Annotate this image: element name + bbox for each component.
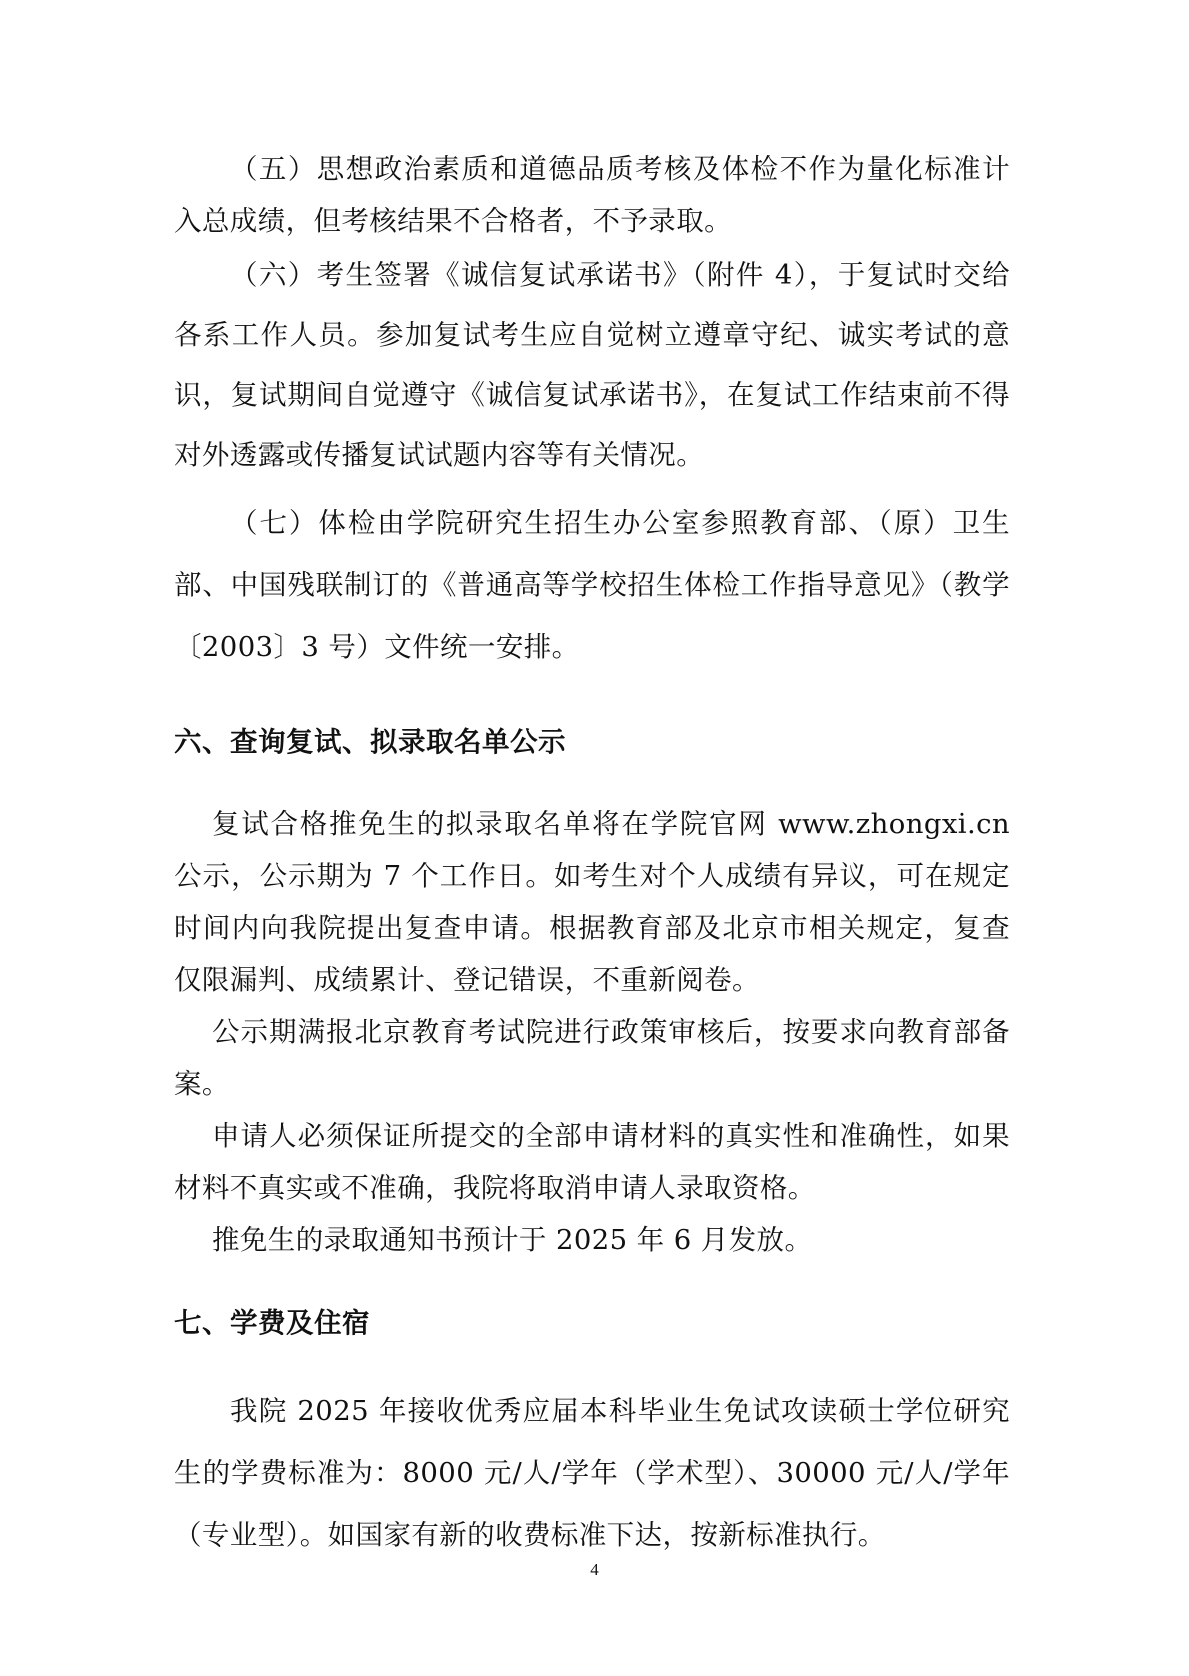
paragraph-item-6: （六）考生签署《诚信复试承诺书》（附件 4），于复试时交给各系工作人员。参加复试考生应自觉树立遵章守纪、诚实考试的意识，复试期间自觉遵守《诚信复试承诺书》，在复试工作结束前不得对外透露或传播复试试题内容等有关情况。 bbox=[174, 259, 1010, 471]
page-number: 4 bbox=[590, 1560, 599, 1579]
section-heading-6: 六、查询复试、拟录取名单公示 bbox=[174, 726, 566, 758]
paragraph-admission-notice: 推免生的录取通知书预计于 2025 年 6 月发放。 bbox=[212, 1224, 813, 1256]
paragraph-authenticity: 申请人必须保证所提交的全部申请材料的真实性和准确性，如果材料不真实或不准确，我院将取消申请人录取资格。 bbox=[174, 1120, 1010, 1204]
paragraph-item-7: （七）体检由学院研究生招生办公室参照教育部、（原）卫生部、中国残联制订的《普通高等学校招生体检工作指导意见》（教学〔2003〕3 号）文件统一安排。 bbox=[174, 507, 1010, 663]
paragraph-item-5: （五）思想政治素质和道德品质考核及体检不作为量化标准计入总成绩，但考核结果不合格者，不予录取。 bbox=[174, 153, 1010, 237]
section-heading-7: 七、学费及住宿 bbox=[174, 1307, 370, 1339]
paragraph-filing: 公示期满报北京教育考试院进行政策审核后，按要求向教育部备案。 bbox=[174, 1016, 1010, 1100]
paragraph-publicity: 复试合格推免生的拟录取名单将在学院官网 www.zhongxi.cn 公示，公示期为 7 个工作日。如考生对个人成绩有异议，可在规定时间内向我院提出复查申请。根据教育部及北京市相关规定，复查仅限漏判、成绩累计、登记错误，不重新阅卷。 bbox=[174, 808, 1010, 996]
paragraph-tuition: 我院 2025 年接收优秀应届本科毕业生免试攻读硕士学位研究生的学费标准为：8000 元/人/学年（学术型）、30000 元/人/学年（专业型）。如国家有新的收费标准下达，按新标准执行。 bbox=[174, 1395, 1010, 1551]
